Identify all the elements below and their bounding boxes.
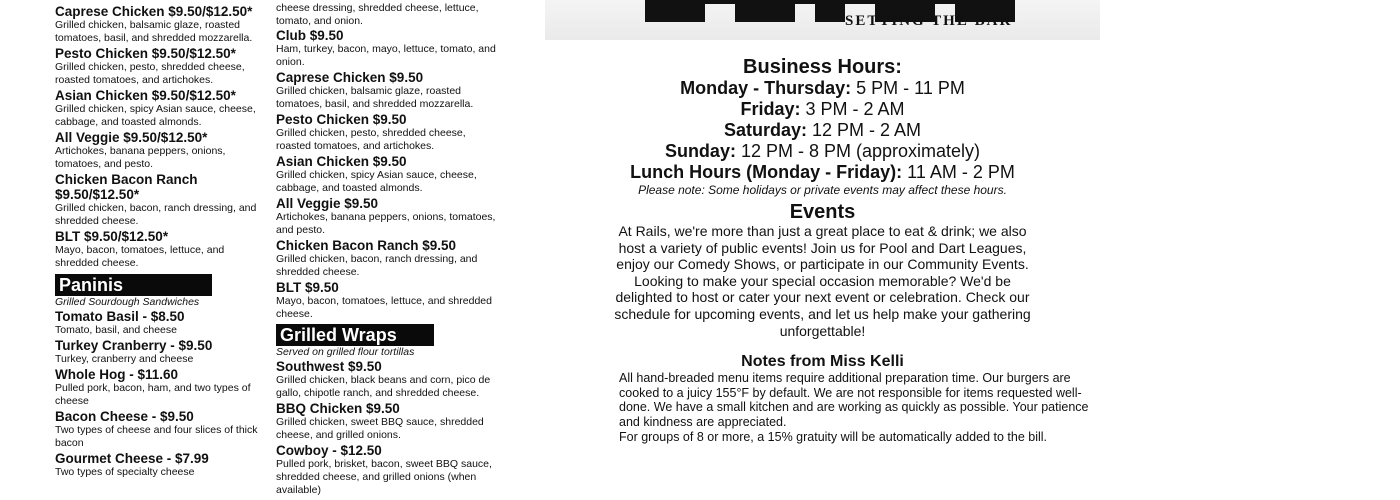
menu-item — [276, 28, 501, 69]
menu-item — [55, 4, 265, 45]
hours-section — [545, 56, 1100, 444]
events-text: At Rails, we're more than just a great place to eat & drink; we also host a variety of public events! Join us for Pool and Dart Leagues, enjoy our Comedy Shows, or participate in our Community Events. Looking to make your special occasion memorable? We'd be delighted to host or cater your next event or celebration. Check our schedule for upcoming events, and let us help make your gathering unforgettable! — [614, 223, 1031, 339]
menu-item-title: Asian Chicken $9.50 — [276, 154, 407, 169]
panini-item-description: Tomato, basil, and cheese — [55, 324, 177, 336]
menu-item — [276, 280, 501, 321]
panini-item-title: Bacon Cheese - $9.50 — [55, 409, 194, 424]
paninis-title: Paninis — [55, 274, 212, 296]
panini-item-description: Pulled pork, bacon, ham, and two types of cheese — [55, 382, 251, 407]
menu-item — [55, 46, 265, 87]
hours-time: 5 PM - 11 PM — [856, 78, 965, 98]
wrap-item-title: Cowboy - $12.50 — [276, 443, 382, 458]
panini-item-title: Gourmet Cheese - $7.99 — [55, 451, 209, 466]
menu-item-title: BLT $9.50 — [276, 280, 339, 295]
menu-item-description: Artichokes, banana peppers, onions, tomatoes, and pesto. — [55, 145, 226, 170]
wraps-title: Grilled Wraps — [276, 324, 434, 346]
panini-item — [55, 367, 265, 408]
menu-item-description: Grilled chicken, pesto, shredded cheese, roasted tomatoes, and artichokes. — [55, 61, 245, 86]
wrap-item — [276, 401, 501, 442]
menu-item-description: Mayo, bacon, tomatoes, lettuce, and shredded cheese. — [276, 295, 492, 320]
menu-column-1 — [55, 4, 265, 480]
wrap-item-description: Grilled chicken, black beans and corn, pico de gallo, chipotle ranch, and shredded cheese. — [276, 374, 491, 399]
menu-item-title: Chicken Bacon Ranch $9.50/$12.50* — [55, 172, 198, 202]
wrap-item — [276, 359, 501, 400]
hours-row — [545, 99, 1100, 120]
menu-item — [276, 238, 501, 279]
menu-item — [276, 196, 501, 237]
rails-logo — [545, 0, 1100, 40]
menu-item-description: Grilled chicken, bacon, ranch dressing, and shredded cheese. — [55, 202, 257, 227]
menu-item-title: Pesto Chicken $9.50/$12.50* — [55, 46, 236, 61]
menu-item — [276, 70, 501, 111]
menu-item-description: Grilled chicken, spicy Asian sauce, cheese, cabbage, and toasted almonds. — [276, 169, 477, 194]
hours-day: Sunday: — [664, 141, 736, 161]
hours-day: Monday - Thursday: — [680, 78, 852, 98]
paninis-subtitle: Grilled Sourdough Sandwiches — [55, 296, 200, 308]
top-description: cheese dressing, shredded cheese, lettuce, tomato, and onion. — [276, 2, 479, 27]
menu-item-title: All Veggie $9.50/$12.50* — [55, 130, 208, 145]
hours-day: Friday: — [740, 99, 801, 119]
menu-item-title: Club $9.50 — [276, 28, 344, 43]
hours-time: 3 PM - 2 AM — [805, 99, 905, 119]
wrap-item — [276, 443, 501, 497]
hours-time: 12 PM - 8 PM (approximately) — [740, 141, 981, 161]
wrap-item-title: Southwest $9.50 — [276, 359, 382, 374]
hours-row — [545, 120, 1100, 141]
panini-item — [55, 409, 265, 450]
menu-item — [55, 88, 265, 129]
panini-item — [55, 309, 265, 337]
hours-note: Please note: Some holidays or private events may affect these hours. — [638, 183, 1007, 197]
menu-column-2 — [276, 2, 501, 498]
menu-item — [55, 130, 265, 171]
menu-item-title: Pesto Chicken $9.50 — [276, 112, 407, 127]
panini-item — [55, 338, 265, 366]
lunch-label: Lunch Hours (Monday - Friday): — [630, 162, 903, 182]
events-title: Events — [789, 201, 856, 223]
lunch-hours — [545, 162, 1100, 183]
menu-item-title: BLT $9.50/$12.50* — [55, 229, 169, 244]
wrap-item-title: BBQ Chicken $9.50 — [276, 401, 400, 416]
wrap-item-description: Grilled chicken, sweet BBQ sauce, shredded cheese, and grilled onions. — [276, 416, 484, 441]
notes-title: Notes from Miss Kelli — [741, 353, 904, 371]
panini-item-description: Two types of cheese and four slices of thick bacon — [55, 424, 258, 449]
wraps-header — [276, 324, 501, 346]
menu-item — [55, 229, 265, 270]
hours-row — [545, 141, 1100, 162]
menu-item-description: Grilled chicken, balsamic glaze, roasted tomatoes, basil, and shredded mozzarella. — [55, 19, 253, 44]
menu-item-description: Mayo, bacon, tomatoes, lettuce, and shredded cheese. — [55, 244, 225, 269]
groups-text: For groups of 8 or more, a 15% gratuity will be automatically added to the bill. — [619, 429, 1047, 444]
menu-item — [276, 112, 501, 153]
menu-item-title: Asian Chicken $9.50/$12.50* — [55, 88, 236, 103]
hours-day: Saturday: — [723, 120, 807, 140]
hours-title: Business Hours: — [743, 56, 902, 78]
menu-item-title: Caprese Chicken $9.50 — [276, 70, 424, 85]
menu-item-description: Ham, turkey, bacon, mayo, lettuce, tomato, and onion. — [276, 43, 496, 68]
notes-text: All hand-breaded menu items require additional preparation time. Our burgers are cooked to a juicy 155°F by default. We are not responsible for items requested well-done. We have a small kitchen and are working as quickly as possible. Your patience and kindness are appreciated. — [619, 371, 1089, 429]
menu-item-title: All Veggie $9.50 — [276, 196, 379, 211]
panini-item-title: Whole Hog - $11.60 — [55, 367, 179, 382]
hours-time: 12 PM - 2 AM — [812, 120, 922, 140]
hours-row — [545, 78, 1100, 99]
lunch-value: 11 AM - 2 PM — [907, 162, 1015, 182]
menu-item-description: Grilled chicken, bacon, ranch dressing, and shredded cheese. — [276, 253, 478, 278]
logo-tagline: SETTING THE BAR — [845, 13, 1013, 29]
paninis-header — [55, 274, 265, 296]
panini-item-description: Turkey, cranberry and cheese — [55, 353, 194, 365]
menu-item-description: Grilled chicken, pesto, shredded cheese, roasted tomatoes, and artichokes. — [276, 127, 466, 152]
panini-item — [55, 451, 265, 479]
menu-item-description: Grilled chicken, spicy Asian sauce, cheese, cabbage, and toasted almonds. — [55, 103, 256, 128]
wrap-item-description: Pulled pork, brisket, bacon, sweet BBQ sauce, shredded cheese, and grilled onions (when available) — [276, 458, 492, 496]
panini-item-title: Turkey Cranberry - $9.50 — [55, 338, 213, 353]
panini-item-description: Two types of specialty cheese — [55, 466, 195, 478]
menu-item — [55, 172, 265, 228]
menu-item — [276, 154, 501, 195]
menu-item-description: Artichokes, banana peppers, onions, tomatoes, and pesto. — [276, 211, 496, 236]
menu-item-title: Chicken Bacon Ranch $9.50 — [276, 238, 457, 253]
wraps-subtitle: Served on grilled flour tortillas — [276, 346, 415, 358]
panini-item-title: Tomato Basil - $8.50 — [55, 309, 185, 324]
menu-item-description: Grilled chicken, balsamic glaze, roasted tomatoes, basil, and shredded mozzarella. — [276, 85, 474, 110]
menu-item-title: Caprese Chicken $9.50/$12.50* — [55, 4, 253, 19]
